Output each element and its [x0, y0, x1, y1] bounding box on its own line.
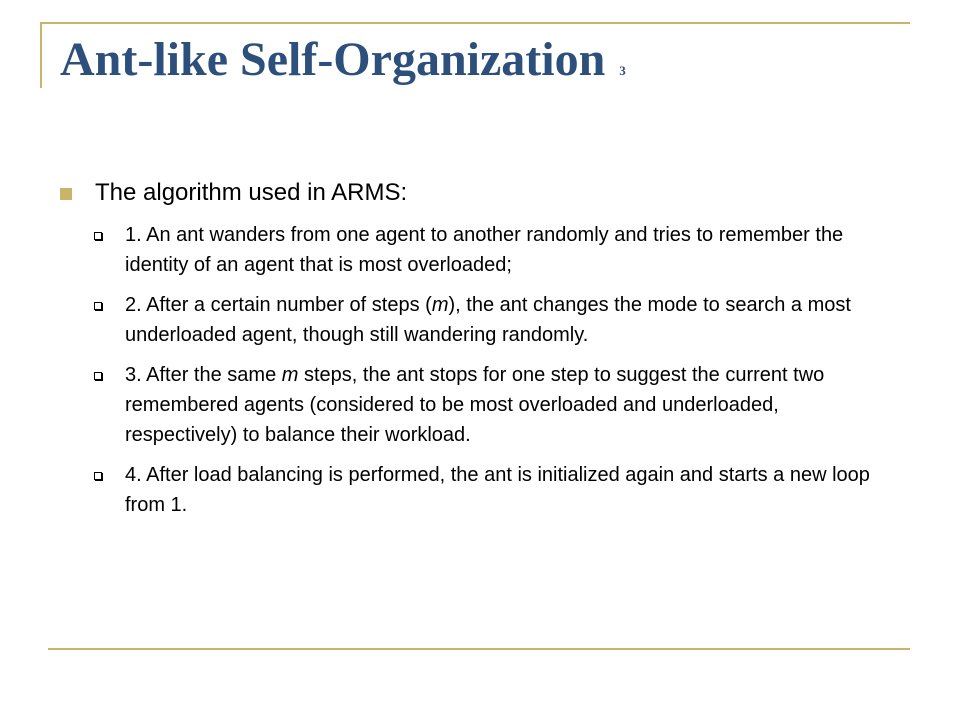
checkbox-bullet-icon — [94, 232, 102, 240]
step-item-1 — [94, 220, 894, 280]
frame-bottom-rule — [48, 648, 910, 650]
step-text: 2. After a certain number of steps (m), the ant changes the mode to search a most underloaded agent, though still wandering randomly. — [125, 294, 851, 346]
square-bullet-icon — [60, 188, 72, 200]
slide-content — [60, 176, 920, 530]
variable-m: m — [431, 294, 449, 316]
main-bullet — [60, 176, 920, 210]
checkbox-bullet-icon — [94, 472, 102, 480]
variable-m: m — [281, 364, 299, 386]
step-item-4 — [94, 460, 894, 520]
checkbox-bullet-icon — [94, 372, 102, 380]
step-text: 3. After the same m steps, the ant stops for one step to suggest the current two remembered agents (considered to be most overloaded and underloaded, respectively) to balance their workload. — [125, 364, 825, 446]
step-text: 4. After load balancing is performed, the ant is initialized again and starts a new loop from 1. — [125, 464, 870, 516]
frame-top-rule — [40, 22, 910, 24]
slide-title — [60, 34, 626, 87]
slide-title-text: Ant-like Self-Organization — [60, 33, 606, 86]
step-item-3 — [94, 360, 894, 450]
step-text: 1. An ant wanders from one agent to another randomly and tries to remember the identity of an agent that is most overloaded; — [125, 224, 844, 276]
checkbox-bullet-icon — [94, 302, 102, 310]
slide-number: 3 — [619, 63, 626, 78]
frame-left-rule — [40, 22, 42, 88]
step-item-2 — [94, 290, 894, 350]
main-bullet-text: The algorithm used in ARMS: — [95, 179, 408, 206]
